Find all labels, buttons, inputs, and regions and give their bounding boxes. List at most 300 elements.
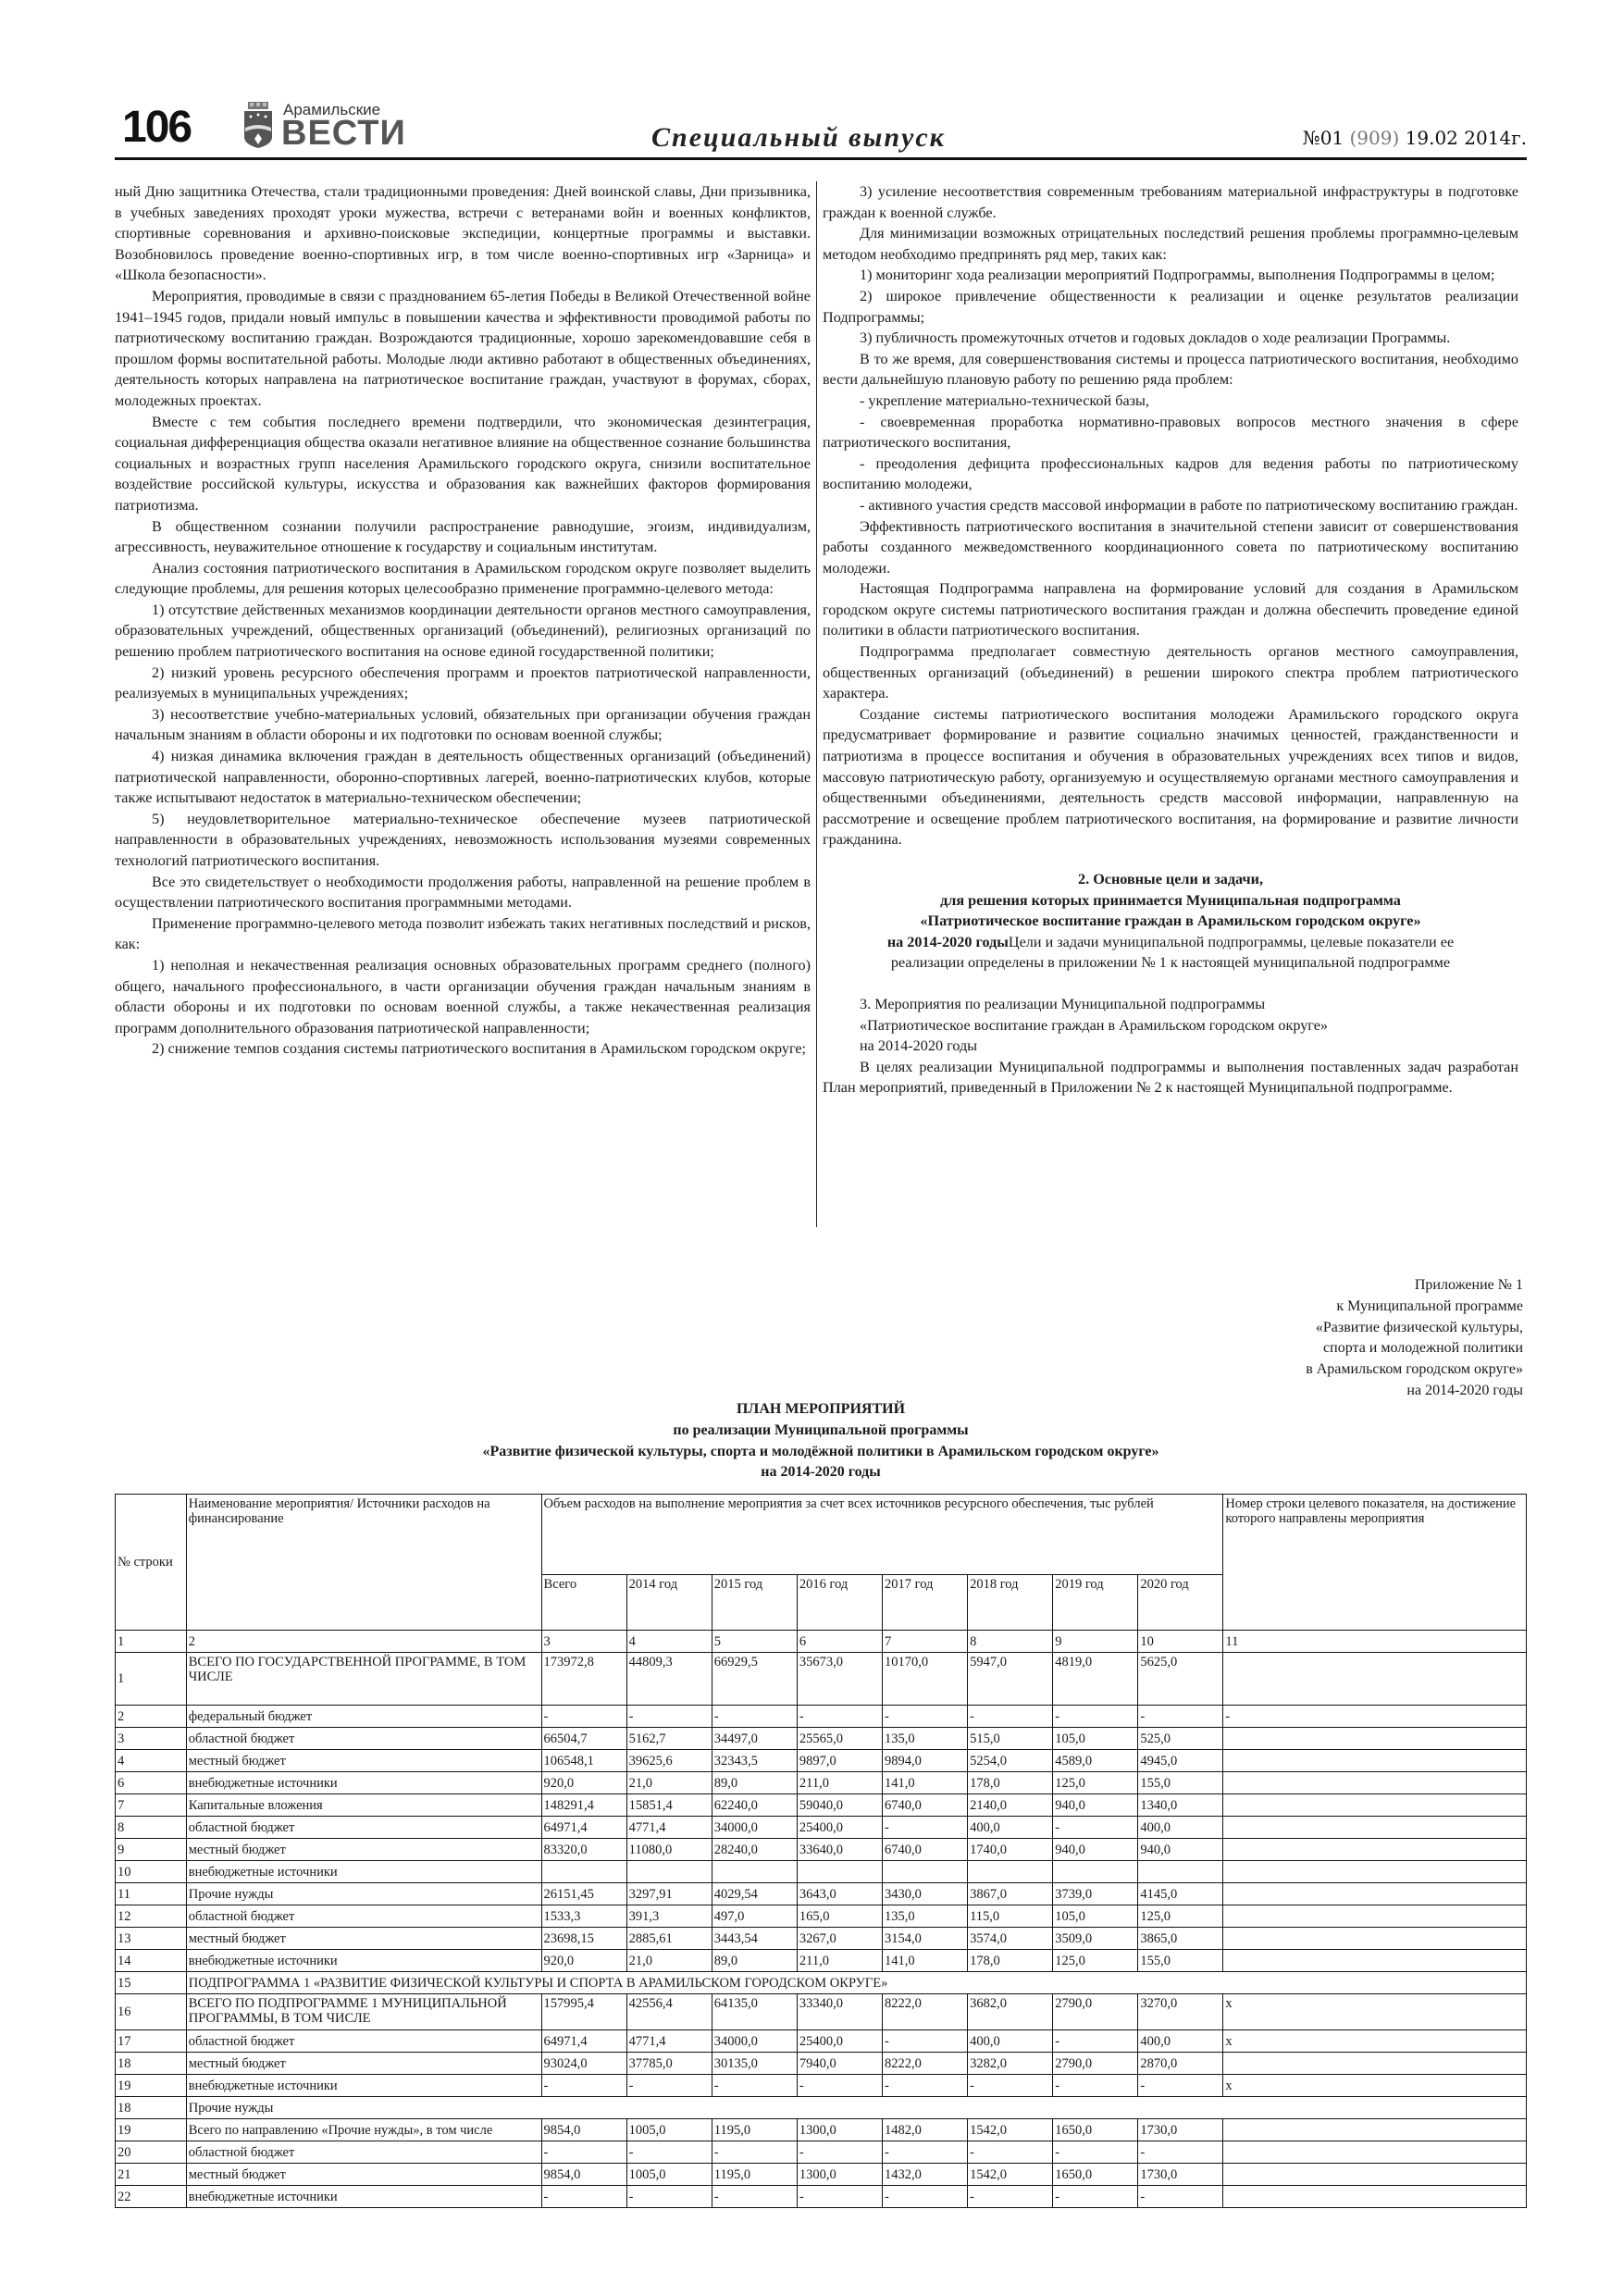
row-value: 26151,45 [541,1883,626,1905]
row-value: 9854,0 [541,2164,626,2186]
row-value: 8222,0 [882,1994,967,2030]
row-value: 3443,54 [712,1928,797,1950]
row-target [1223,1905,1527,1928]
row-value: 5254,0 [968,1750,1053,1772]
row-value [797,1861,882,1883]
row-number: 2 [116,1706,187,1728]
row-target [1223,1950,1527,1972]
row-value: - [1138,2141,1223,2164]
row-value: - [1053,1706,1138,1728]
table-row [116,1972,1527,1994]
header-year: 2015 год [712,1575,797,1631]
row-number: 4 [116,1750,187,1772]
row-value: 33340,0 [797,1994,882,2030]
row-value: 25565,0 [797,1728,882,1750]
row-number: 12 [116,1905,187,1928]
row-value: 497,0 [712,1905,797,1928]
row-value: 23698,15 [541,1928,626,1950]
row-value: 1730,0 [1138,2164,1223,2186]
row-value: - [541,1706,626,1728]
table-row [116,1728,1527,1750]
row-value: 1740,0 [968,1839,1053,1861]
row-value: - [626,2075,712,2097]
row-value: 211,0 [797,1772,882,1794]
row-value: - [712,2186,797,2208]
row-value: 66929,5 [712,1653,797,1706]
plan-years: на 2014-2020 годы [761,1464,881,1481]
row-value: 125,0 [1053,1772,1138,1794]
row-value: 1533,3 [541,1905,626,1928]
table-row [116,1772,1527,1794]
row-number: 3 [116,1728,187,1750]
paragraph: Мероприятия, проводимые в связи с празднованием 65-летия Победы в Великой Отечественной войне 1941–1945 годов, придали новый импульс в повышении качества и эффективности проводимой работы по патриотическому воспитанию граждан. Возрождаются традиционные, хорошо зарекомендовавшие себя в прошлом формы воспитательной работы. Молодые люди активно работают в общественных объединениях, деятельность которых направлена на патриотическое воспитание граждан, участвуют в форумах, сборах, молодежных проектах. [115,287,811,409]
column-number-row [116,1631,1527,1653]
row-value: 1432,0 [882,2164,967,2186]
section-3-title: 3. Мероприятия по реализации Муниципальной подпрограммы [860,995,1266,1012]
row-value: 25400,0 [797,1817,882,1839]
table-row [116,1794,1527,1817]
row-value: 10170,0 [882,1653,967,1706]
row-value: - [968,2186,1053,2208]
row-value: 141,0 [882,1772,967,1794]
row-number: 19 [116,2075,187,2097]
row-number: 19 [116,2119,187,2141]
row-value: - [626,2141,712,2164]
row-target: x [1223,1994,1527,2030]
section-2-text-part2: реализации определены в приложении № 1 к настоящей муниципальной подпрограмме [890,954,1451,972]
paragraph: Подпрограмма предполагает совместную деятельность органов местного самоуправления, общественных организаций (объединений) в решении широкого спектра проблем патриотического характера. [823,643,1518,702]
row-value: 141,0 [882,1950,967,1972]
row-number: 22 [116,2186,187,2208]
row-name: ВСЕГО ПО ГОСУДАРСТВЕННОЙ ПРОГРАММЕ, В ТОМ ЧИСЛЕ [186,1653,541,1706]
column-number: 4 [626,1631,712,1653]
paragraph: Вместе с тем события последнего времени подтвердили, что экономическая дезинтеграция, социальная дифференциация общества оказали негативное влияние на общественное сознание большинства социальных и возрастных групп населения Арамильского городского округа, снизили воспитательное воздействие российской культуры, искусства и образования как важнейших факторов формирования патриотизма. [115,413,811,514]
row-value: 1195,0 [712,2164,797,2186]
table-row [116,2053,1527,2075]
row-value: 4771,4 [626,1817,712,1839]
appendix-line: на 2014-2020 годы [1406,1382,1523,1398]
row-value: 1650,0 [1053,2119,1138,2141]
row-value: 2790,0 [1053,2053,1138,2075]
row-value: 940,0 [1138,1839,1223,1861]
row-value: - [882,2141,967,2164]
row-number: 9 [116,1839,187,1861]
header-year: 2018 год [968,1575,1053,1631]
row-value: 920,0 [541,1950,626,1972]
row-value: - [541,2075,626,2097]
row-value: 5625,0 [1138,1653,1223,1706]
row-target [1223,1861,1527,1883]
row-value: 1300,0 [797,2164,882,2186]
row-number: 10 [116,1861,187,1883]
row-name: Всего по направлению «Прочие нужды», в том числе [186,2119,541,2141]
row-value: 89,0 [712,1772,797,1794]
row-value [1053,1861,1138,1883]
list-item: 5) неудовлетворительное материально-техническое обеспечение музеев патриотической направленности в образовательных учреждениях, невозможность использования музеями современных технологий патриотического воспитания. [115,810,811,869]
row-value: 6740,0 [882,1839,967,1861]
header-rule [115,157,1527,160]
column-number: 3 [541,1631,626,1653]
list-item: - своевременная проработка нормативно-правовых вопросов местного значения в сфере патриотического воспитания, [823,413,1518,452]
row-value: 39625,6 [626,1750,712,1772]
row-value: 2870,0 [1138,2053,1223,2075]
table-row [116,2119,1527,2141]
row-value: - [882,2075,967,2097]
paragraph: ный Дню защитника Отечества, стали традиционными проведения: Дней воинской славы, Дни призывника, в учебных заведениях проходят уроки мужества, встречи с ветеранами войн и военных конфликтов, спортивные соревнования и архивно-поисковые экспедиции, концертные программы и выставки. Возобновилось проведение военно-спортивных игр, в том числе военно-спортивных игр «Зарница» и «Школа безопасности». [115,183,811,284]
column-number: 11 [1223,1631,1527,1653]
row-value [1138,1861,1223,1883]
row-value: 940,0 [1053,1839,1138,1861]
column-number: 8 [968,1631,1053,1653]
row-value: 34000,0 [712,2030,797,2053]
row-value: 3682,0 [968,1994,1053,2030]
row-value: 1542,0 [968,2164,1053,2186]
row-value: 4819,0 [1053,1653,1138,1706]
row-value: 3270,0 [1138,1994,1223,2030]
list-item: 3) несоответствие учебно-материальных условий, обязательных при организации обучения граждан начальным знаниям в области обороны и их подготовки по основам военной службы; [115,705,811,744]
row-number: 18 [116,2053,187,2075]
row-value: - [1138,2075,1223,2097]
logo-subtitle: Арамильские [283,101,381,118]
row-target [1223,1772,1527,1794]
row-value: - [882,1817,967,1839]
list-item: 1) отсутствие действенных механизмов координации деятельности органов местного самоуправления, образовательных учреждений, общественных организаций (объединений), религиозных организаций по решению проблем патриотического воспитания на основе единой государственной политики; [115,601,811,661]
plan-table [115,1494,1527,2208]
row-name: местный бюджет [186,1750,541,1772]
row-value: 515,0 [968,1728,1053,1750]
row-value: 15851,4 [626,1794,712,1817]
row-value: - [1053,2141,1138,2164]
row-value: - [968,2075,1053,2097]
row-value: - [968,2141,1053,2164]
row-number: 11 [116,1883,187,1905]
row-number: 17 [116,2030,187,2053]
row-value: - [712,1706,797,1728]
section-row-label: ПОДПРОГРАММА 1 «РАЗВИТИЕ ФИЗИЧЕСКОЙ КУЛЬТУРЫ И СПОРТА В АРАМИЛЬСКОМ ГОРОДСКОМ ОКРУГЕ» [186,1972,1526,1994]
row-value: 391,3 [626,1905,712,1928]
row-value: 1005,0 [626,2119,712,2141]
row-name: Капитальные вложения [186,1794,541,1817]
row-value: - [1138,2186,1223,2208]
page-number: 106 [122,103,192,152]
row-value: - [541,2186,626,2208]
row-value: 125,0 [1053,1950,1138,1972]
row-value: - [541,2141,626,2164]
appendix-note [1306,1275,1523,1402]
row-value [626,1861,712,1883]
row-target: x [1223,2075,1527,2097]
row-value: 2885,61 [626,1928,712,1950]
table-row [116,1839,1527,1861]
row-value: 1340,0 [1138,1794,1223,1817]
row-target [1223,1794,1527,1817]
row-target [1223,2186,1527,2208]
row-value: 3574,0 [968,1928,1053,1950]
row-target [1223,2141,1527,2164]
appendix-line: Приложение № 1 [1414,1277,1523,1293]
row-name: областной бюджет [186,1728,541,1750]
row-value: 66504,7 [541,1728,626,1750]
row-value: 1650,0 [1053,2164,1138,2186]
row-value: 400,0 [968,2030,1053,2053]
column-number: 1 [116,1631,187,1653]
row-value [882,1861,967,1883]
list-item: - преодоления дефицита профессиональных кадров для ведения работы по патриотическому воспитанию молодежи, [823,454,1518,493]
row-value: 1300,0 [797,2119,882,2141]
row-value: 3282,0 [968,2053,1053,2075]
row-value: 4771,4 [626,2030,712,2053]
row-value: 9854,0 [541,2119,626,2141]
row-value: - [1053,2075,1138,2097]
row-value: 178,0 [968,1950,1053,1972]
row-value [968,1861,1053,1883]
header-year: 2019 год [1053,1575,1138,1631]
row-name: областной бюджет [186,2030,541,2053]
list-item: 3) усиление несоответствия современным требованиям материальной инфраструктуры в подготовке граждан к военной службе. [823,183,1518,221]
table-row [116,1861,1527,1883]
row-value: 135,0 [882,1728,967,1750]
row-value: 400,0 [968,1817,1053,1839]
row-value: - [1053,2030,1138,2053]
header-year: 2020 год [1138,1575,1223,1631]
row-target [1223,2164,1527,2186]
table-row [116,2164,1527,2186]
header-row-no: № строки [116,1495,187,1631]
row-value: 2790,0 [1053,1994,1138,2030]
table-row [116,2186,1527,2208]
row-value: 165,0 [797,1905,882,1928]
table-row [116,1706,1527,1728]
column-number: 7 [882,1631,967,1653]
row-value: 400,0 [1138,1817,1223,1839]
row-value: 35673,0 [797,1653,882,1706]
row-target [1223,1839,1527,1861]
row-value: 64971,4 [541,2030,626,2053]
table-row [116,1928,1527,1950]
table-row [116,2097,1527,2119]
column-number: 6 [797,1631,882,1653]
issue-title: Специальный выпуск [651,122,946,153]
row-value: 1730,0 [1138,2119,1223,2141]
header-target: Номер строки целевого показателя, на достижение которого направлены мероприятия [1223,1495,1527,1631]
paragraph: Применение программно-целевого метода позволит избежать таких негативных последствий и рисков, как: [115,914,811,953]
row-value: 3865,0 [1138,1928,1223,1950]
row-value: 211,0 [797,1950,882,1972]
column-number: 2 [186,1631,541,1653]
row-value: 105,0 [1053,1905,1138,1928]
left-column [115,181,811,1060]
section-2-text [823,932,1518,953]
appendix-line: в Арамильском городском округе» [1306,1361,1523,1378]
row-number: 6 [116,1772,187,1794]
row-target: - [1223,1706,1527,1728]
list-item: 2) низкий уровень ресурсного обеспечения программ и проектов патриотической направленности, реализуемых в муниципальных учреждениях; [115,664,811,702]
row-value: 8222,0 [882,2053,967,2075]
row-target [1223,1883,1527,1905]
row-value: - [626,1706,712,1728]
header-volume: Объем расходов на выполнение мероприятия за счет всех источников ресурсного обеспечения, тыс рублей [541,1495,1223,1575]
row-value: 3643,0 [797,1883,882,1905]
appendix-line: «Развитие физической культуры, [1315,1319,1523,1335]
column-divider [816,181,817,1227]
section-2-heading [823,869,1518,974]
paragraph: Все это свидетельствует о необходимости продолжения работы, направленной на решение проблем в осуществлении патриотического воспитания программными методами. [115,873,811,912]
row-value: 9894,0 [882,1750,967,1772]
row-number: 1 [116,1653,187,1706]
section-2-program-name: «Патриотическое воспитание граждан в Арамильском городском округе» [920,912,1421,930]
row-value: - [1053,1817,1138,1839]
issue-total-number: (909) [1349,127,1400,149]
row-value: 940,0 [1053,1794,1138,1817]
row-value: 59040,0 [797,1794,882,1817]
row-target [1223,1817,1527,1839]
row-value: 1542,0 [968,2119,1053,2141]
table-row [116,2075,1527,2097]
row-value: 4945,0 [1138,1750,1223,1772]
row-number: 21 [116,2164,187,2186]
row-number: 16 [116,1994,187,2030]
row-value: 5162,7 [626,1728,712,1750]
row-name: местный бюджет [186,2164,541,2186]
row-value: 28240,0 [712,1839,797,1861]
row-number: 14 [116,1950,187,1972]
row-name: областной бюджет [186,1817,541,1839]
coat-of-arms-icon [242,102,274,150]
row-name: внебюджетные источники [186,1950,541,1972]
table-row [116,1994,1527,2030]
row-name: ВСЕГО ПО ПОДПРОГРАММЕ 1 МУНИЦИПАЛЬНОЙ ПРОГРАММЫ, В ТОМ ЧИСЛЕ [186,1994,541,2030]
row-number: 18 [116,2097,187,2119]
row-name: местный бюджет [186,1839,541,1861]
paragraph: Создание системы патриотического воспитания молодежи Арамильского городского округа предусматривает формирование и развитие социально значимых ценностей, гражданственности и патриотизма в процессе воспитания и обучения в образовательных учреждениях всех типов и видов, массовую патриотическую работу, организуемую и осуществляемую органами местного самоуправления и общественными объединениями, деятельность средств массовой информации, направленную на рассмотрение и освещение проблем патриотического воспитания, на формирование и развитие личности гражданина. [823,705,1518,849]
row-value: 178,0 [968,1772,1053,1794]
row-value: 3509,0 [1053,1928,1138,1950]
list-item: 3) публичность промежуточных отчетов и годовых докладов о ходе реализации Программы. [860,329,1451,347]
row-value: 62240,0 [712,1794,797,1817]
row-value: 125,0 [1138,1905,1223,1928]
table-row [116,2030,1527,2053]
row-value: - [712,2075,797,2097]
row-target [1223,1928,1527,1950]
row-value: 525,0 [1138,1728,1223,1750]
row-target [1223,1653,1527,1706]
logo-title: ВЕСТИ [281,114,406,153]
row-value: 11080,0 [626,1839,712,1861]
paragraph: В то же время, для совершенствования системы и процесса патриотического воспитания, необходимо вести дальнейшую плановую работу по решению ряда проблем: [823,350,1518,389]
row-value: 173972,8 [541,1653,626,1706]
section-row-label: Прочие нужды [186,2097,1526,2119]
column-number: 5 [712,1631,797,1653]
row-value: 44809,3 [626,1653,712,1706]
row-value: - [797,1706,882,1728]
row-value: 3739,0 [1053,1883,1138,1905]
row-name: внебюджетные источники [186,1772,541,1794]
row-value: - [797,2141,882,2164]
list-item: - укрепление материально-технической базы, [860,391,1149,409]
row-value: 106548,1 [541,1750,626,1772]
row-value: 4145,0 [1138,1883,1223,1905]
paragraph: В общественном сознании получили распространение равнодушие, эгоизм, индивидуализм, агрессивность, неуважительное отношение к государству и социальным институтам. [115,517,811,556]
row-number: 7 [116,1794,187,1817]
row-value: - [712,2141,797,2164]
row-value: 4589,0 [1053,1750,1138,1772]
row-value: 64971,4 [541,1817,626,1839]
header-name: Наименование мероприятия/ Источники расходов на финансирование [186,1495,541,1631]
row-value: 1005,0 [626,2164,712,2186]
section-3 [823,994,1518,1098]
section-3-years: на 2014-2020 годы [860,1037,978,1055]
row-name: областной бюджет [186,1905,541,1928]
row-name: областной бюджет [186,2141,541,2164]
row-name: Прочие нужды [186,1883,541,1905]
appendix-line: спорта и молодежной политики [1323,1340,1523,1357]
row-value: 6740,0 [882,1794,967,1817]
row-value: - [882,2186,967,2208]
list-item: 1) неполная и некачественная реализация основных образовательных программ среднего (полного) общего, начального профессионального, в части организации обучения граждан начальным знаниям в области обороны и их подготовки по основам военной службы, а также некачественная реализация программ дополнительного образования патриотической направленности; [115,956,811,1036]
header-year: 2017 год [882,1575,967,1631]
row-value: 7940,0 [797,2053,882,2075]
row-value: - [626,2186,712,2208]
row-value: 32343,5 [712,1750,797,1772]
row-value: 3154,0 [882,1928,967,1950]
row-value: 1482,0 [882,2119,967,2141]
section-2-subtitle: для решения которых принимается Муниципальная подпрограмма [940,891,1401,909]
row-value: 3867,0 [968,1883,1053,1905]
row-name: внебюджетные источники [186,2075,541,2097]
row-target: x [1223,2030,1527,2053]
row-value: 21,0 [626,1772,712,1794]
row-value: 115,0 [968,1905,1053,1928]
row-target [1223,1750,1527,1772]
column-number: 9 [1053,1631,1138,1653]
list-item: 2) широкое привлечение общественности к реализации и оценке результатов реализации Подпрограммы; [823,287,1518,326]
table-row [116,1883,1527,1905]
section-3-paragraph: В целях реализации Муниципальной подпрограммы и выполнения поставленных задач разработан План мероприятий, приведенный в Приложении № 2 к настоящей Муниципальной подпрограмме. [823,1058,1518,1097]
table-row [116,1817,1527,1839]
row-value: 155,0 [1138,1950,1223,1972]
masthead [115,100,1527,155]
plan-heading: ПЛАН МЕРОПРИЯТИЙ [736,1401,906,1417]
row-value: 9897,0 [797,1750,882,1772]
table-row [116,1905,1527,1928]
row-value: 3297,91 [626,1883,712,1905]
row-value: - [968,1706,1053,1728]
paragraph: Для минимизации возможных отрицательных последствий решения проблемы программно-целевым методом необходимо предпринять ряд мер, таких как: [823,225,1518,263]
row-value: 33640,0 [797,1839,882,1861]
list-item: 1) мониторинг хода реализации мероприятий Подпрограммы, выполнения Подпрограммы в целом; [860,267,1495,284]
row-value: 135,0 [882,1905,967,1928]
issue-date: 19.02 2014г. [1405,127,1527,149]
list-item: 4) низкая динамика включения граждан в деятельность общественных организаций (объединений) патриотической направленности, оборонно-спортивных лагерей, военно-патриотических клубов, которые также испытывают недостаток в материально-техническом обеспечении; [115,748,811,807]
table-row [116,1653,1527,1706]
list-item: - активного участия средств массовой информации в работе по патриотическому воспитанию граждан. [860,496,1518,514]
header-year: 2014 год [626,1575,712,1631]
table-header-row [116,1495,1527,1575]
row-value [712,1861,797,1883]
row-target [1223,2119,1527,2141]
row-target [1223,2053,1527,2075]
row-value: 5947,0 [968,1653,1053,1706]
row-name: местный бюджет [186,2053,541,2075]
right-column [823,181,1518,1098]
row-value: 155,0 [1138,1772,1223,1794]
row-value: - [882,2030,967,2053]
column-number: 10 [1138,1631,1223,1653]
row-value: - [882,1706,967,1728]
row-value: 34497,0 [712,1728,797,1750]
row-value: - [797,2186,882,2208]
row-value: - [1053,2186,1138,2208]
